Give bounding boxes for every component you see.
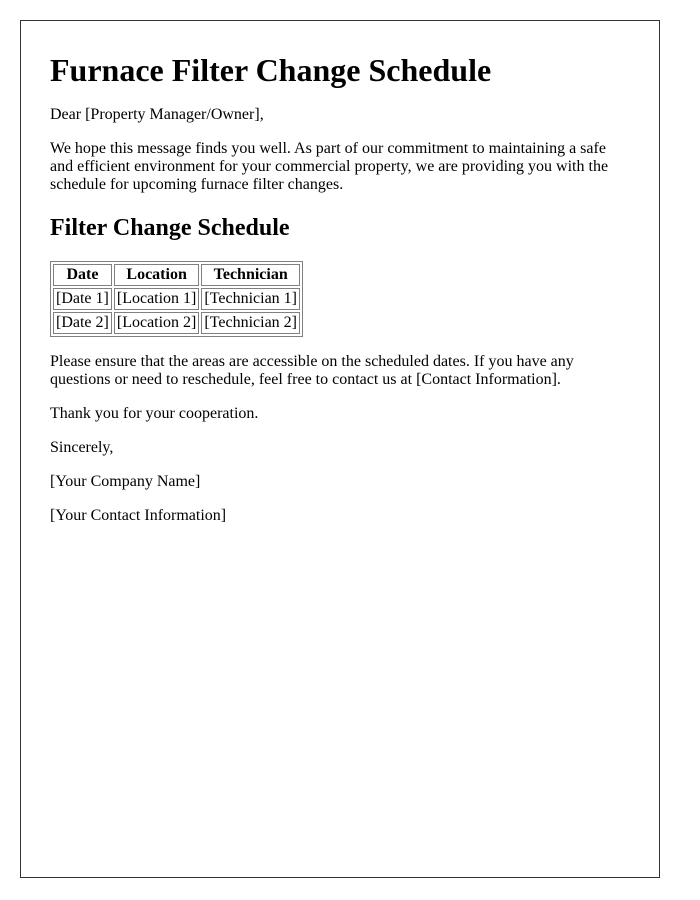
column-header-date: Date xyxy=(53,264,112,286)
letter-page xyxy=(20,20,660,878)
column-header-location: Location xyxy=(114,264,200,286)
schedule-table xyxy=(50,261,303,337)
cell-date: [Date 1] xyxy=(53,288,112,310)
cell-location: [Location 1] xyxy=(114,288,200,310)
company-name: [Your Company Name] xyxy=(50,473,201,490)
column-header-technician: Technician xyxy=(201,264,300,286)
thanks-line: Thank you for your cooperation. xyxy=(50,405,259,422)
greeting-line: Dear [Property Manager/Owner], xyxy=(50,106,264,123)
cell-technician: [Technician 2] xyxy=(201,312,300,334)
table-row xyxy=(53,288,300,310)
table-row xyxy=(53,312,300,334)
cell-technician: [Technician 1] xyxy=(201,288,300,310)
access-note-paragraph: Please ensure that the areas are accessible on the scheduled dates. If you have any questions or need to reschedule, feel free to contact us at [Contact Information]. xyxy=(50,353,574,388)
closing-line: Sincerely, xyxy=(50,439,114,456)
cell-date: [Date 2] xyxy=(53,312,112,334)
schedule-heading: Filter Change Schedule xyxy=(50,215,290,241)
contact-information: [Your Contact Information] xyxy=(50,507,227,524)
cell-location: [Location 2] xyxy=(114,312,200,334)
intro-paragraph: We hope this message finds you well. As part of our commitment to maintaining a safe and efficient environment for your commercial property, we are providing you with the schedule for upcoming furnace filter changes. xyxy=(50,140,609,193)
table-header-row xyxy=(53,264,300,286)
page-title: Furnace Filter Change Schedule xyxy=(50,52,492,88)
